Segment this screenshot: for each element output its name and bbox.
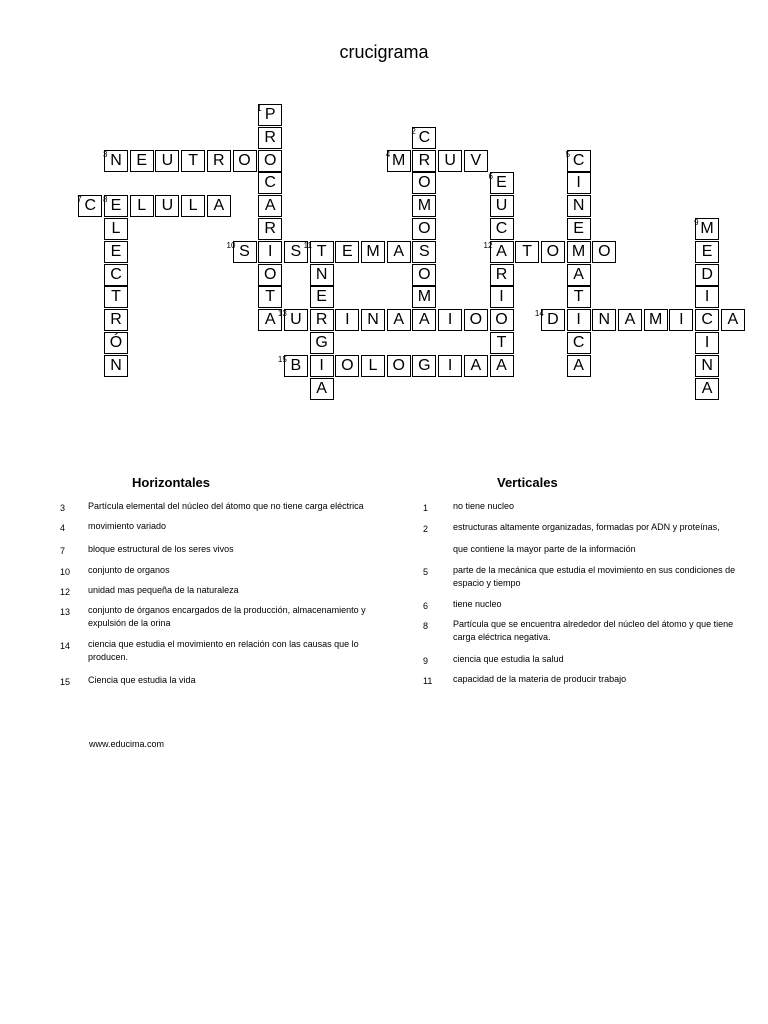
clue-number-label: 14 (534, 309, 544, 319)
grid-cell: C (567, 332, 591, 354)
grid-cell: S (233, 241, 257, 263)
grid-cell: C (258, 172, 282, 194)
grid-cell: O (412, 218, 436, 240)
clue-number: 15 (60, 677, 71, 687)
grid-cell: D (695, 264, 719, 286)
grid-cell: M (644, 309, 668, 331)
clue-text: conjunto de organos (88, 565, 170, 575)
grid-cell: E (567, 218, 591, 240)
grid-cell: R (258, 127, 282, 149)
clue-number-label: 6 (488, 172, 493, 182)
grid-cell: G (310, 332, 334, 354)
grid-cell: M (567, 241, 591, 263)
grid-cell: A (695, 378, 719, 400)
clue-number: 10 (60, 567, 71, 577)
clue-text: que contiene la mayor parte de la información (453, 544, 636, 554)
clue-number-label: 11 (303, 240, 312, 250)
clue-number-label: 5 (565, 149, 571, 159)
grid-cell: T (181, 150, 205, 172)
clue-text: unidad mas pequeña de la naturaleza (88, 585, 239, 595)
grid-cell: C (567, 150, 591, 172)
grid-cell: C (104, 264, 128, 286)
grid-cell: I (567, 172, 591, 194)
clue-number-label: 10 (226, 240, 236, 250)
grid-cell: C (78, 195, 102, 217)
grid-cell: T (258, 286, 282, 308)
grid-cell: U (155, 195, 179, 217)
grid-cell: A (258, 195, 282, 217)
grid-cell: G (412, 355, 436, 377)
grid-cell: A (490, 241, 514, 263)
grid-cell: M (412, 195, 436, 217)
grid-cell: I (567, 309, 591, 331)
grid-cell: O (233, 150, 257, 172)
clue-number: 7 (60, 546, 66, 556)
clue-text: ciencia que estudia el movimiento en relación con las causas que lo producen. (88, 639, 359, 662)
clue-text: bloque estructural de los seres vivos (88, 544, 234, 554)
grid-cell: I (695, 286, 719, 308)
grid-cell: T (490, 332, 514, 354)
grid-cell: A (721, 309, 745, 331)
grid-cell: A (310, 378, 334, 400)
grid-cell: U (284, 309, 308, 331)
grid-cell: N (361, 309, 385, 331)
clue-number: 12 (60, 587, 71, 597)
grid-cell: N (592, 309, 616, 331)
grid-cell: A (258, 309, 282, 331)
grid-cell: I (258, 241, 282, 263)
clue-text: ciencia que estudia la salud (453, 654, 564, 664)
clue-number-label: 9 (694, 218, 699, 227)
grid-cell: T (567, 286, 591, 308)
grid-cell: C (490, 218, 514, 240)
grid-cell: A (207, 195, 231, 217)
grid-cell: A (387, 309, 411, 331)
grid-cell: N (567, 195, 591, 217)
grid-cell: B (284, 355, 308, 377)
clue-number: 6 (423, 601, 429, 611)
grid-cell: R (490, 264, 514, 286)
grid-cell: A (567, 355, 591, 377)
grid-cell: R (104, 309, 128, 331)
grid-cell: O (412, 172, 436, 194)
grid-cell: L (104, 218, 128, 240)
grid-cell: D (541, 309, 565, 331)
clue-number: 11 (423, 676, 433, 686)
clue-number: 14 (60, 641, 71, 651)
grid-cell: I (490, 286, 514, 308)
clue-number-label: 4 (385, 149, 391, 159)
grid-cell: U (155, 150, 179, 172)
clue-number-label: 15 (277, 354, 287, 364)
clue-text: capacidad de la materia de producir trabajo (453, 674, 627, 684)
grid-cell: O (387, 355, 411, 377)
grid-cell: A (567, 264, 591, 286)
grid-cell: A (412, 309, 436, 331)
grid-cell: A (490, 355, 514, 377)
clue-number-label: 3 (103, 149, 108, 159)
clue-text: parte de la mecánica que estudia el movimiento en sus condiciones de espacio y tiempo (453, 565, 736, 588)
grid-cell: I (669, 309, 693, 331)
grid-cell: N (695, 355, 719, 377)
grid-cell: T (104, 286, 128, 308)
horizontales-heading: Horizontales (132, 475, 211, 490)
clue-text: Ciencia que estudia la vida (88, 675, 196, 685)
grid-cell: R (207, 150, 231, 172)
grid-cell: L (130, 195, 154, 217)
grid-cell: I (695, 332, 719, 354)
grid-cell: T (515, 241, 539, 263)
grid-cell: T (310, 241, 334, 263)
grid-cell: O (258, 264, 282, 286)
clue-number-label: 8 (103, 195, 108, 205)
grid-cell: O (412, 264, 436, 286)
grid-cell: R (310, 309, 334, 331)
grid-cell: N (104, 355, 128, 377)
grid-cell: S (284, 241, 308, 263)
clue-text: Partícula elemental del núcleo del átomo que no tiene carga eléctrica (88, 501, 364, 511)
grid-cell: N (310, 264, 334, 286)
grid-cell: N (104, 150, 128, 172)
grid-cell: M (695, 218, 719, 240)
grid-cell: R (412, 150, 436, 172)
clue-number-label: 1 (257, 104, 262, 113)
grid-cell: O (464, 309, 488, 331)
clue-text: no tiene nucleo (453, 501, 515, 511)
clue-number-label: 2 (411, 126, 416, 136)
grid-cell: C (412, 127, 436, 149)
grid-cell: L (181, 195, 205, 217)
grid-cell: O (335, 355, 359, 377)
grid-cell: O (592, 241, 616, 263)
grid-cell: E (695, 241, 719, 263)
clue-text: estructuras altamente organizadas, formadas por ADN y proteínas, (453, 522, 720, 532)
grid-cell: I (335, 309, 359, 331)
grid-cell: E (310, 286, 334, 308)
grid-cell: I (438, 309, 462, 331)
clue-number: 3 (60, 503, 66, 513)
clue-number-label: 13 (277, 309, 287, 319)
grid-cell: V (464, 150, 488, 172)
clue-number: 5 (423, 567, 429, 577)
clue-number: 4 (60, 523, 66, 533)
clue-text: conjunto de órganos encargados de la producción, almacenamiento y expulsión de la orina (88, 605, 366, 628)
clue-number: 13 (60, 607, 71, 617)
grid-cell: L (361, 355, 385, 377)
grid-cell: U (490, 195, 514, 217)
clue-number: 9 (423, 656, 429, 666)
grid-cell: I (438, 355, 462, 377)
clue-text: tiene nucleo (453, 599, 502, 609)
grid-cell: I (310, 355, 334, 377)
grid-cell: R (258, 218, 282, 240)
clue-number: 1 (423, 503, 429, 513)
clue-number-label: 7 (77, 195, 82, 205)
page-title: crucigrama (339, 42, 429, 62)
grid-cell: E (104, 195, 128, 217)
grid-cell: O (258, 150, 282, 172)
grid-cell: P (258, 104, 282, 126)
clue-text: Partícula que se encuentra alrededor del núcleo del átomo y que tiene carga eléctrica negativa. (453, 619, 734, 642)
clue-number: 2 (423, 524, 429, 534)
footer-url: www.educima.com (89, 739, 165, 749)
grid-cell: O (490, 309, 514, 331)
clue-text: movimiento variado (88, 521, 167, 531)
crossword-grid (0, 0, 768, 440)
grid-cell: A (387, 241, 411, 263)
grid-cell: E (335, 241, 359, 263)
clue-number: 8 (423, 621, 429, 631)
grid-cell: Ó (104, 332, 128, 354)
grid-cell: O (541, 241, 565, 263)
grid-cell: U (438, 150, 462, 172)
verticales-heading: Verticales (497, 475, 558, 490)
grid-cell: E (130, 150, 154, 172)
grid-cell: M (412, 286, 436, 308)
clue-number-label: 12 (483, 240, 493, 250)
grid-cell: M (387, 150, 411, 172)
grid-cell: M (361, 241, 385, 263)
grid-cell: A (618, 309, 642, 331)
grid-cell: E (490, 172, 514, 194)
grid-cell: C (695, 309, 719, 331)
grid-cell: E (104, 241, 128, 263)
grid-cell: A (464, 355, 488, 377)
grid-cell: S (412, 241, 436, 263)
